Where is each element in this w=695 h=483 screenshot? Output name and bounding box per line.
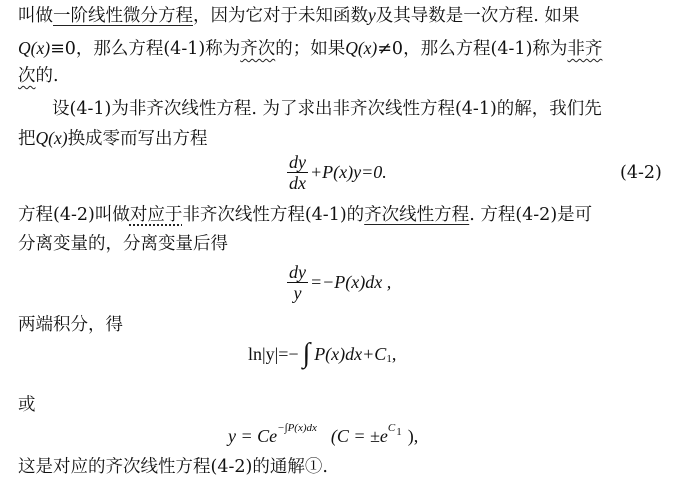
subscript: 1 — [396, 425, 402, 438]
equation-lhs: y = Ce — [228, 426, 278, 446]
text: 叫做 — [18, 6, 53, 26]
text-line-9 — [18, 394, 36, 416]
text-line-5 — [18, 127, 208, 150]
text-line-8 — [18, 314, 123, 336]
equation-body: P(x)dx+C — [314, 343, 387, 364]
equation-general-solution — [228, 421, 419, 447]
exponent: C — [387, 421, 396, 434]
equation-number: (4-2) — [620, 163, 662, 183]
text: ≡0，那么方程(4-1)称为 — [50, 39, 241, 59]
text: 非齐次线性方程(4-1)的 — [182, 205, 365, 225]
term-nonhomogeneous-cont: 次 — [18, 66, 36, 86]
text: 把 — [18, 129, 36, 149]
term-first-order-linear-de: 一阶线性微分方程 — [53, 6, 193, 26]
text-line-3 — [18, 65, 59, 87]
equation-integrated — [248, 340, 396, 368]
term-homogeneous-linear-eq: 齐次线性方程 — [364, 205, 470, 225]
equation-body: +P(x)y=0. — [310, 162, 387, 182]
text: 或 — [18, 395, 36, 415]
text: 方程(4-2)叫做 — [18, 205, 130, 225]
exponent: −∫P(x)dx — [277, 421, 317, 434]
term-corresponding: 对应于 — [129, 205, 183, 225]
fraction-dy-y: $\frac{dy}{y}$ — [289, 262, 306, 303]
text: ≠0，那么方程(4-1)称为 — [377, 39, 568, 59]
term-homogeneous: 齐次 — [240, 39, 276, 59]
equation-separated — [285, 262, 391, 303]
text: ，因为它对于未知函数 — [193, 6, 368, 26]
math-expr: Q(x) — [18, 38, 51, 58]
subscript: 1 — [386, 353, 392, 365]
text: . 方程(4-2)是可 — [469, 205, 593, 225]
text: 设(4-1)为非齐次线性方程. 为了求出非齐次线性方程(4-1)的解，我们先 — [52, 99, 602, 119]
text-line-6 — [18, 204, 592, 226]
math-expr: Q(x) — [35, 128, 68, 148]
math-var: y — [368, 5, 376, 25]
math-expr: Q(x) — [345, 38, 378, 58]
text: 这是对应的齐次线性方程(4-2)的通解①. — [18, 457, 328, 477]
punctuation: ), — [407, 426, 419, 446]
punctuation: , — [391, 343, 397, 364]
text: 的；如果 — [275, 39, 346, 59]
text-line-4 — [52, 98, 602, 120]
integral-sign: ∫ — [302, 338, 311, 369]
text-line-7 — [18, 233, 228, 255]
equation-lhs: ln|y|=− — [248, 343, 299, 364]
equation-4-2 — [285, 152, 387, 193]
constant-definition: (C = ±e — [330, 426, 388, 446]
text-line-2 — [18, 37, 602, 60]
text: 及其导数是一次方程. 如果 — [375, 6, 580, 26]
text: 的. — [35, 66, 59, 86]
text: 两端积分，得 — [18, 315, 123, 335]
text-line-10 — [18, 456, 328, 478]
equation-body: =−P(x)dx , — [310, 272, 392, 292]
text: 分离变量的，分离变量后得 — [18, 234, 228, 254]
text: 换成零而写出方程 — [67, 129, 208, 149]
text-line-1 — [18, 4, 579, 27]
term-nonhomogeneous: 非齐 — [567, 39, 603, 59]
fraction-dy-dx: $\frac{dy}{dx}$ — [289, 152, 306, 193]
